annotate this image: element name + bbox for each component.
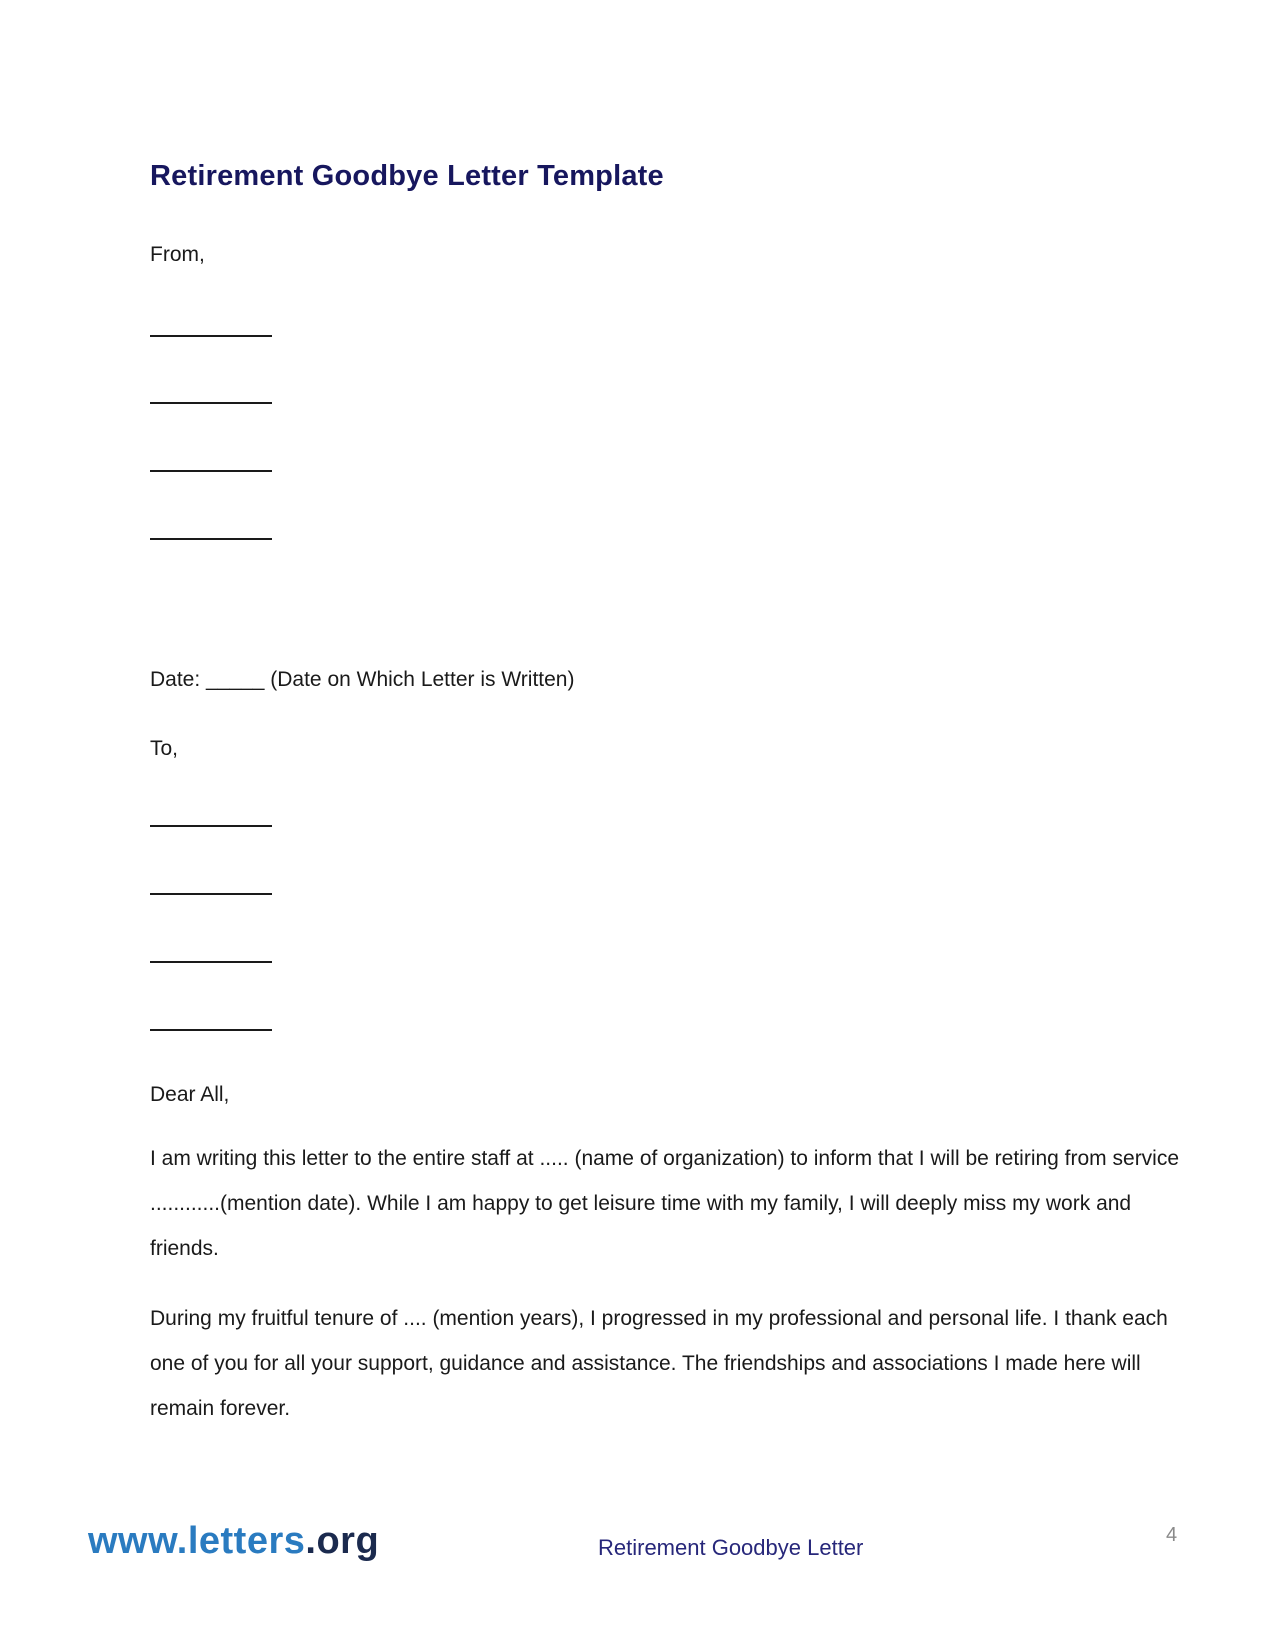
- from-label: From,: [150, 243, 205, 266]
- document-title: Retirement Goodbye Letter Template: [150, 160, 664, 192]
- to-blank-line: [150, 1029, 272, 1031]
- to-blank-line: [150, 893, 272, 895]
- body-paragraph-2: [150, 1296, 1190, 1431]
- from-blank-line: [150, 402, 272, 404]
- paragraph-text: I am writing this letter to the entire staff at ..... (name of organization) to inform that I will be retiring from service ............(mention date). While I am happy to get leisure time with my family, I will deeply miss my work and friends.: [150, 1147, 1180, 1260]
- from-blank-line: [150, 335, 272, 337]
- footer-title: Retirement Goodbye Letter: [598, 1535, 864, 1560]
- logo-org-text: .org: [305, 1520, 380, 1562]
- from-blank-line: [150, 538, 272, 540]
- paragraph-text: During my fruitful tenure of .... (mention years), I progressed in my professional and personal life. I thank each one of you for all your support, guidance and assistance. The friendships and associations I made here will remain forever.: [150, 1307, 1168, 1420]
- to-blank-line: [150, 961, 272, 963]
- letters-org-logo[interactable]: [88, 1520, 379, 1563]
- salutation: Dear All,: [150, 1083, 230, 1106]
- page-number: 4: [1166, 1524, 1178, 1546]
- logo-www-text: www.letters: [88, 1520, 306, 1562]
- body-paragraph-1: [150, 1136, 1190, 1271]
- date-line: Date: _____ (Date on Which Letter is Written): [150, 668, 575, 691]
- to-label: To,: [150, 737, 179, 760]
- to-blank-line: [150, 825, 272, 827]
- from-blank-line: [150, 470, 272, 472]
